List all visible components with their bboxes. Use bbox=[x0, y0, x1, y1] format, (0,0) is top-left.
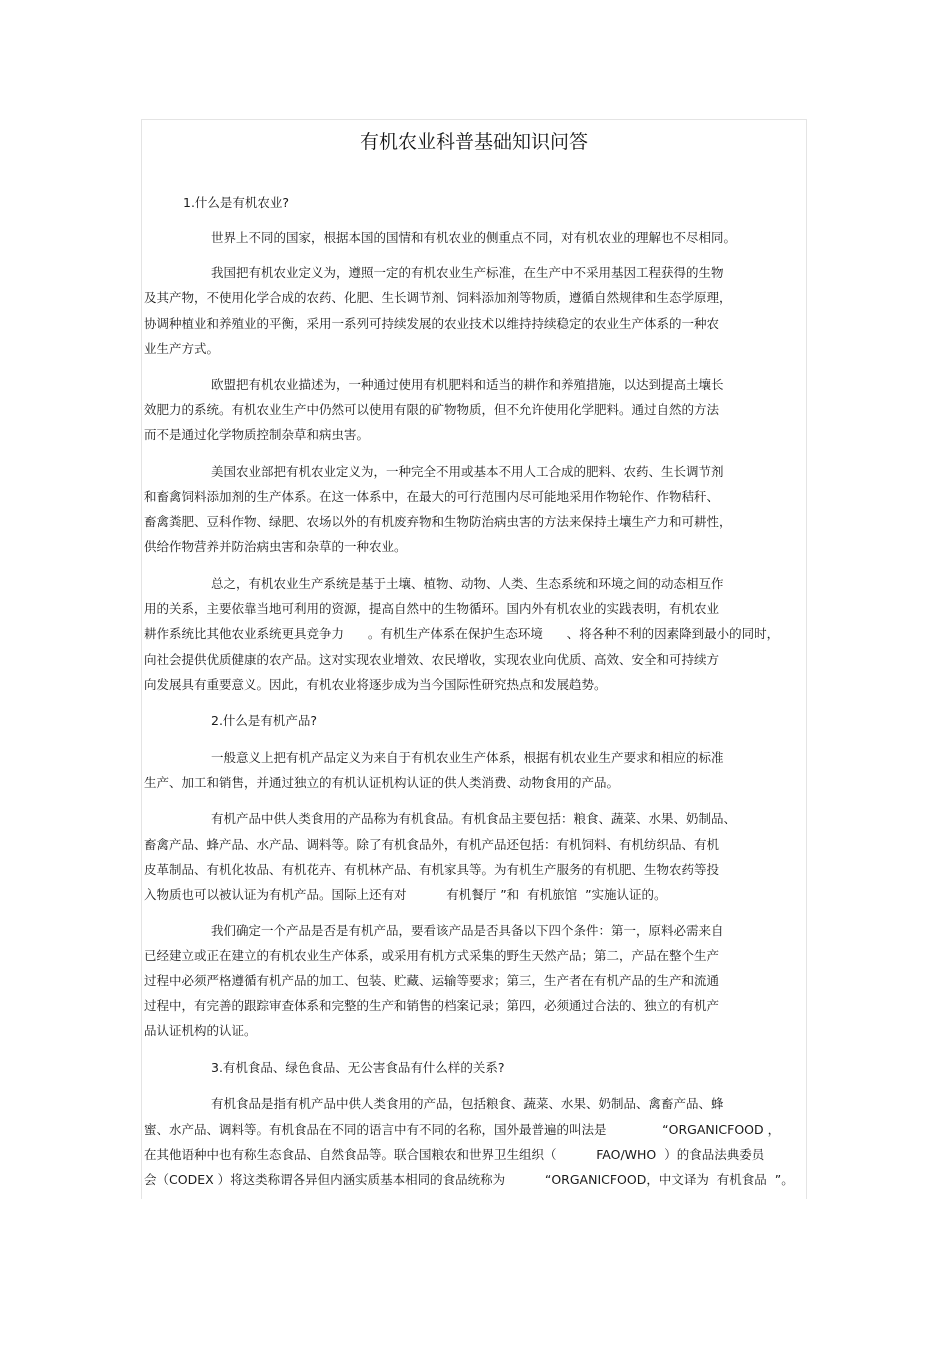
question-2-heading: 2.什么是有机产品? bbox=[211, 713, 318, 728]
paragraph-line: 总之，有机农业生产系统是基于土壤、植物、动物、人类、生态系统和环境之间的动态相互作 bbox=[211, 576, 724, 591]
page-title: 有机农业科普基础知识问答 bbox=[359, 131, 588, 153]
paragraph-line: 用的关系，主要依靠当地可利用的资源，提高自然中的生物循环。国内外有机农业的实践表明，有机农业 bbox=[144, 601, 720, 616]
paragraph-line: 欧盟把有机农业描述为，一种通过使用有机肥料和适当的耕作和养殖措施，以达到提高土壤长 bbox=[211, 377, 724, 392]
paragraph-line: 向发展具有重要意义。因此，有机农业将逐步成为当今国际性研究热点和发展趋势。 bbox=[144, 677, 607, 692]
paragraph-line: 蜜、水产品、调料等。有机食品在不同的语言中有不同的名称，国外最普遍的叫法是 “ORGANICFOOD ， bbox=[144, 1122, 781, 1137]
paragraph-line: 过程中，有完善的跟踪审查体系和完整的生产和销售的档案记录；第四，必须通过合法的、独立的有机产 bbox=[144, 998, 720, 1013]
paragraph-line: 向社会提供优质健康的农产品。这对实现农业增效、农民增收，实现农业向优质、高效、安全和可持续方 bbox=[144, 652, 720, 667]
paragraph-line: 协调种植业和养殖业的平衡，采用一系列可持续发展的农业技术以维持持续稳定的农业生产体系的一种农 bbox=[144, 316, 720, 331]
paragraph-line: 一般意义上把有机产品定义为来自于有机农业生产体系，根据有机农业生产要求和相应的标准 bbox=[211, 750, 724, 765]
paragraph-line: 畜禽粪肥、豆科作物、绿肥、农场以外的有机废弃物和生物防治病虫害的方法来保持土壤生产力和可耕性， bbox=[144, 514, 732, 529]
paragraph-line: 业生产方式。 bbox=[144, 341, 220, 356]
paragraph-line: 效肥力的系统。有机农业生产中仍然可以使用有限的矿物物质，但不允许使用化学肥料。通过自然的方法 bbox=[144, 402, 720, 417]
paragraph-line: 供给作物营养并防治病虫害和杂草的一种农业。 bbox=[144, 539, 407, 554]
paragraph-line: 已经建立或正在建立的有机农业生产体系，或采用有机方式采集的野生天然产品；第二，产品在整个生产 bbox=[144, 948, 720, 963]
paragraph-line: 过程中必须严格遵循有机产品的加工、包装、贮藏、运输等要求；第三，生产者在有机产品的生产和流通 bbox=[144, 973, 720, 988]
paragraph-line: 我们确定一个产品是否是有机产品，要看该产品是否具备以下四个条件：第一，原料必需来自 bbox=[211, 923, 724, 938]
question-3-heading: 3.有机食品、绿色食品、无公害食品有什么样的关系? bbox=[211, 1060, 505, 1075]
paragraph-line: 生产、加工和销售，并通过独立的有机认证机构认证的供人类消费、动物食用的产品。 bbox=[144, 775, 620, 790]
paragraph-line: 有机产品中供人类食用的产品称为有机食品。有机食品主要包括：粮食、蔬菜、水果、奶制品、 bbox=[211, 811, 737, 826]
paragraph-line: 有机食品是指有机产品中供人类食用的产品，包括粮食、蔬菜、水果、奶制品、禽畜产品、蜂 bbox=[211, 1096, 724, 1111]
paragraph-line: 世界上不同的国家，根据本国的国情和有机农业的侧重点不同，对有机农业的理解也不尽相同。 bbox=[211, 230, 737, 245]
paragraph-line: 美国农业部把有机农业定义为，一种完全不用或基本不用人工合成的肥料、农药、生长调节剂 bbox=[211, 464, 724, 479]
paragraph-line: 皮革制品、有机化妆品、有机花卉、有机林产品、有机家具等。为有机生产服务的有机肥、生物农药等投 bbox=[144, 862, 720, 877]
paragraph-line: 耕作系统比其他农业系统更具竞争力 。有机生产体系在保护生态环境 、将各种不利的因素降到最小的同时， bbox=[144, 626, 780, 641]
paragraph-line: 入物质也可以被认证为有机产品。国际上还有对 有机餐厅 ”和 有机旅馆 ”实施认证的。 bbox=[144, 887, 667, 902]
paragraph-line: 和畜禽饲料添加剂的生产体系。在这一体系中，在最大的可行范围内尽可能地采用作物轮作、作物秸秆、 bbox=[144, 489, 720, 504]
paragraph-line: 而不是通过化学物质控制杂草和病虫害。 bbox=[144, 427, 370, 442]
paragraph-line: 畜禽产品、蜂产品、水产品、调料等。除了有机食品外，有机产品还包括：有机饲料、有机纺织品、有机 bbox=[144, 837, 720, 852]
paragraph-line: 会（CODEX ）将这类称谓各异但内涵实质基本相同的食品统称为 “ORGANICFOOD，中文译为 有机食品 ”。 bbox=[144, 1172, 794, 1187]
paragraph-line: 我国把有机农业定义为，遵照一定的有机农业生产标准，在生产中不采用基因工程获得的生物 bbox=[211, 265, 724, 280]
question-1-heading: 1.什么是有机农业? bbox=[183, 195, 290, 210]
paragraph-line: 在其他语种中也有称生态食品、自然食品等。联合国粮农和世界卫生组织（ FAO/WHO ）的食品法典委员 bbox=[144, 1147, 765, 1162]
paragraph-line: 品认证机构的认证。 bbox=[144, 1023, 257, 1038]
paragraph-line: 及其产物，不使用化学合成的农药、化肥、生长调节剂、饲料添加剂等物质，遵循自然规律和生态学原理， bbox=[144, 290, 732, 305]
